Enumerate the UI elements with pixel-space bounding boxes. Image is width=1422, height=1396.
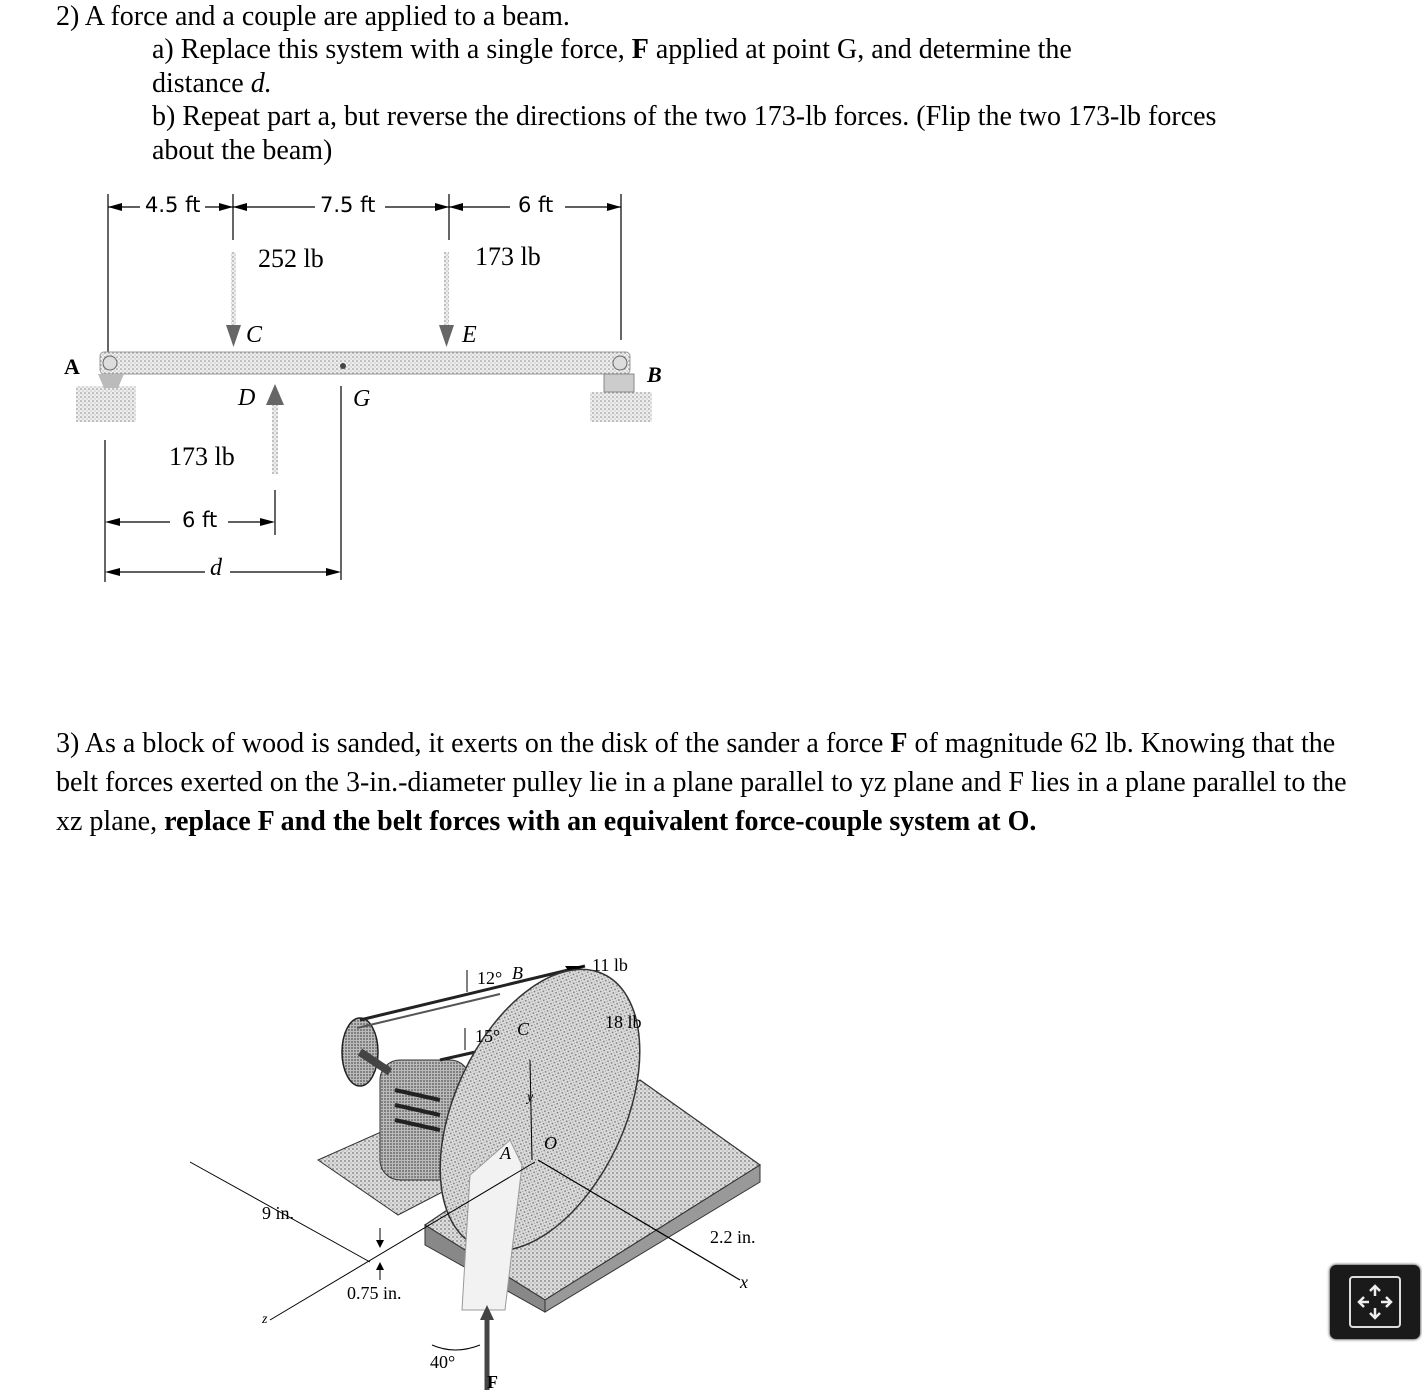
- axis-z: z: [262, 1312, 268, 1327]
- problem2-part-b: b) Repeat part a, but reverse the directions of the two 173-lb forces. (Flip the two 173-lb forces: [152, 101, 1217, 132]
- dim-0-75in: 0.75 in.: [347, 1283, 402, 1303]
- axis-y: y: [527, 1090, 534, 1105]
- problem3-bold-tail: replace F and the belt forces with an equivalent force-couple system at O.: [164, 806, 1037, 837]
- point-label-c: C: [246, 322, 263, 348]
- dim-d-label: d: [210, 555, 222, 581]
- force-f-label: F: [487, 1372, 498, 1392]
- problem2-heading: 2) A force and a couple are applied to a beam.: [56, 1, 570, 32]
- part-a-italic-d: d.: [250, 68, 272, 99]
- point-o: O: [544, 1133, 557, 1153]
- problem2-part-b-line2: about the beam): [152, 135, 333, 166]
- expand-arrows-icon: [1349, 1276, 1401, 1328]
- dim-4-5ft: 4.5 ft: [145, 193, 201, 217]
- point-label-b: B: [647, 362, 662, 387]
- angle-12: 12°: [477, 968, 503, 988]
- force-11lb: 11 lb: [592, 955, 628, 975]
- problem3-text-1: 3) As a block of wood is sanded, it exerts on the disk of the sander a force: [56, 728, 891, 759]
- problem3-bold-f: F: [890, 728, 908, 759]
- point-label-a: A: [64, 354, 80, 379]
- part-a-text-2: applied at point G, and determine the: [648, 34, 1072, 65]
- point-label-g: G: [353, 386, 371, 412]
- force-18lb: 18 lb: [605, 1012, 642, 1032]
- force-label-173-e: 173 lb: [475, 242, 541, 271]
- axis-x: x: [740, 1272, 748, 1292]
- dim-2-2in: 2.2 in.: [710, 1227, 756, 1247]
- force-label-173-d: 173 lb: [169, 442, 235, 471]
- point-b-sander: B: [512, 963, 523, 983]
- dim-9in: 9 in.: [262, 1203, 295, 1223]
- part-a-text-3: distance: [152, 68, 251, 99]
- dim-7-5ft: 7.5 ft: [320, 193, 376, 217]
- point-label-d: D: [238, 385, 256, 411]
- force-label-252: 252 lb: [258, 244, 324, 273]
- point-c-sander: C: [517, 1019, 530, 1039]
- problem3-text-2: of magnitude 62 lb. Knowing that the belt forces exerted on the 3-in.-diameter pulley lie in a plane parallel to yz plane and F lies in a plane parallel to the xz plane,: [56, 728, 1347, 837]
- dim-6ft-top: 6 ft: [518, 193, 554, 217]
- dim-6ft-bottom: 6 ft: [182, 508, 218, 532]
- part-a-bold-f: F: [631, 34, 649, 65]
- point-label-e: E: [462, 322, 477, 348]
- angle-15: 15°: [475, 1026, 501, 1046]
- expand-button[interactable]: [1330, 1265, 1420, 1339]
- angle-40: 40°: [430, 1352, 456, 1372]
- part-a-text: a) Replace this system with a single force,: [152, 34, 632, 65]
- point-a-sander: A: [500, 1143, 511, 1163]
